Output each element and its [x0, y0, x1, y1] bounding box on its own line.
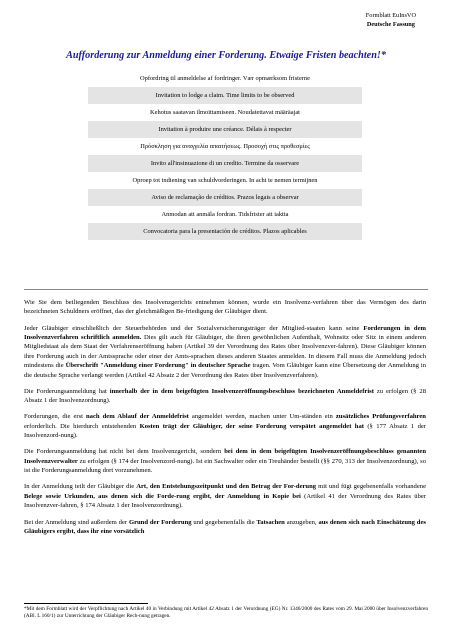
translation-text: Aviso de reclamação de créditos. Prazos legais a observar — [151, 193, 299, 201]
emphasized-text: aus denen sich nach Einschätzung des Gläubigers ergibt, dass ihr eine vorsätzlich — [24, 518, 426, 535]
translation-line — [88, 87, 362, 104]
emphasized-text: Grund der Forderung — [128, 518, 192, 526]
translation-line — [88, 104, 362, 121]
paragraph-text: Die Forderungsanmeldung hat — [24, 387, 110, 395]
paragraph-text: angemeldet werden, machen unter Um-ständen ein — [188, 413, 336, 421]
paragraph-text: Die Forderungsanmeldung hat nicht bei dem Insolvenzgericht, sondern — [24, 448, 225, 456]
translation-text: Invitation to lodge a claim. Time limits to be observed — [155, 91, 295, 99]
body-paragraph — [24, 387, 426, 406]
form-name: Formblatt EuInsVO — [365, 12, 416, 19]
form-header — [366, 11, 416, 29]
emphasized-text: bei dem in dem beigefügten Insolvenzeröffnungsbeschluss genannten Insolvenzverwalter — [24, 448, 427, 465]
translation-line — [88, 223, 362, 240]
translation-line — [88, 155, 362, 172]
language-version: Deutsche Fassung — [366, 21, 415, 28]
translation-text: Convocatoria para la presentación de créditos. Plazos aplicables — [143, 227, 307, 235]
body-paragraph — [24, 298, 426, 317]
translation-text: Oproep tot indiening van schuldvorderingen. In acht te nemen termijnen — [132, 176, 318, 184]
paragraph-text: Dies gilt auch für Gläubiger, die ihren gewöhnlichen Aufenthalt, Wohnsitz oder Sitz in einem anderen Mitgliedstaat als dem Staat der Verfahrenseröffnung haben (Artikel 39 der Verordnung des Rates über Insolvenzver-fahren). Diese Gläubiger können ihre Forderung auch in der Amtssprache oder einer der Amts-sprachen dieses anderen Staates anmelden. In diesem Fall muss die Anmeldung jedoch mindestens die — [24, 334, 427, 370]
paragraph-text: Forderungen, die erst — [24, 413, 87, 421]
footnote: *Mit dem Formblatt wird der Verpflichtung nach Artikel 40 in Verbindung mit Artikel 42 Absatz 1 der Verordnung (EG) Nr. 1346/2000 des Rates vom 29. Mai 2000 über Insolvenzverfahren (ABl. L 160/1) zur Unterrichtung der Gläubiger Rech-nung getragen. — [24, 606, 428, 620]
translation-line — [88, 121, 362, 138]
paragraph-text: zu erfolgen (§ 28 Absatz 1 der Insolvenzordnung). — [24, 387, 427, 405]
translation-line — [88, 138, 362, 155]
body-paragraph — [24, 412, 426, 440]
emphasized-text: innerhalb der in dem beigefügten Insolvenzeröffnungsbeschluss bezeichneten Anmeldefrist — [109, 387, 374, 395]
paragraph-text: Bei der Anmeldung sind außerdem der — [24, 518, 129, 526]
footnote-divider — [24, 603, 148, 604]
paragraph-text: (§ 177 Absatz 1 der Insolvenzord-nung). — [24, 422, 426, 440]
paragraph-text: anzugeben, — [284, 518, 319, 526]
page-title: Aufforderung zur Anmeldung einer Forderung. Etwaige Fristen beachten!* — [66, 50, 386, 61]
emphasized-text: Tatsachen — [256, 518, 285, 526]
translation-text: Kehotus saatavan ilmoittamiseen. Noudatettavat määräajat — [150, 108, 300, 116]
paragraph-text: erforderlich. Die hierdurch entstehenden — [24, 422, 140, 430]
paragraph-text: (Artikel 41 der Verordnung des Rates über Insolvenzver-fahren, § 174 Absatz 1 der Insolvenzordnung). — [24, 492, 426, 510]
paragraph-text: In der Anmeldung teilt der Gläubiger die — [24, 483, 137, 491]
emphasized-text: Überschrift "Anmeldung einer Forderung" in deutscher Sprache — [65, 362, 251, 370]
section-divider — [24, 289, 428, 290]
translation-text: Πρόσκληση για αναγγελία απαιτήσεως. Προσοχή στις προθεσμίες — [140, 142, 310, 150]
paragraph-text: und gegebenenfalls die — [191, 518, 257, 526]
translation-text: Opfordring til anmeldelse af fordringer. Vær opmærksom fristerne — [140, 74, 310, 82]
paragraph-text: mit und fügt gegebenenfalls vorhandene — [316, 483, 426, 491]
translation-line — [88, 172, 362, 189]
emphasized-text: zusätzliches Prüfungsverfahren — [335, 413, 426, 421]
body-paragraph — [24, 324, 426, 380]
emphasized-text: Kosten trägt der Gläubiger, der seine Forderung verspätet angemeldet hat — [139, 422, 364, 430]
body-paragraph — [24, 482, 426, 510]
emphasized-text: Forderungen in dem Insolvenzverfahren schriftlich anmelden. — [24, 324, 426, 342]
translation-line — [88, 206, 362, 223]
translation-text: Anmodan att anmäla fordran. Tidsfrister att iaktta — [161, 210, 289, 218]
emphasized-text: Belege sowie Urkunden, aus denen sich die Forde-rung ergibt, der Anmeldung in Kopie bei — [24, 492, 301, 500]
translation-text: Invito all'insinuazione di un credito. Termine da osservare — [150, 159, 300, 167]
paragraph-text: Wie Sie dem beiliegenden Beschluss des Insolvenzgerichts entnehmen können, wurde ein Insolvenz-verfahren über das Vermögen des darin bezeichneten Schuldners eröffnet, das der gleichmäßigen Be-friedigung der Gläubiger dient. — [24, 299, 426, 316]
translation-text: Invitation à produire une créance. Délais à respecter — [158, 125, 292, 133]
translation-line — [88, 70, 362, 87]
body-paragraph — [24, 518, 426, 537]
emphasized-text: nach dem Ablauf der Anmeldefrist — [86, 413, 189, 421]
paragraph-text: tragen. Vom Gläubiger kann eine Übersetzung der Anmeldung in die deutsche Sprache verlangt werden (Artikel 42 Absatz 2 der Verordnung des Rates über Insolvenzverfahren). — [24, 362, 426, 379]
paragraph-text: zu erfolgen (§ 174 der Insolvenzord-nung). Ist ein Sachwalter oder ein Treuhänder bestellt (§§ 270, 313 der Insolvenzordnung), so ist die Forderungsanmeldung dort vorzunehmen. — [24, 457, 426, 475]
paragraph-text: Jeder Gläubiger einschließlich der Steuerbehörden und der Sozialversicherungsträger der Mitglied-staaten kann seine — [24, 324, 364, 332]
emphasized-text: Art, den Entstehungszeitpunkt und den Betrag der For-derung — [136, 483, 317, 491]
body-text — [24, 298, 426, 543]
body-paragraph — [24, 447, 426, 475]
translation-line — [88, 189, 362, 206]
